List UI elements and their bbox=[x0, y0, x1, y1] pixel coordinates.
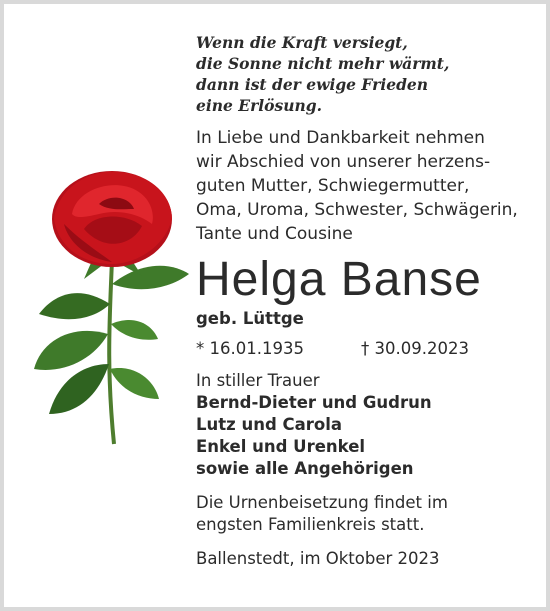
farewell-intro: In Liebe und Dankbarkeit nehmen wir Abschied von unserer herzens- guten Mutter, Schwiegermutter, Oma, Uroma, Schwester, Schwägerin, Tante und Cousine bbox=[196, 128, 518, 244]
deceased-name: Helga Banse bbox=[196, 253, 482, 306]
place-and-date: Ballenstedt, im Oktober 2023 bbox=[196, 549, 440, 568]
burial-note: Die Urnenbeisetzung findet im engsten Familienkreis statt. bbox=[196, 493, 448, 534]
mourners-list bbox=[196, 392, 536, 480]
poem-verse: Wenn die Kraft versiegt, die Sonne nicht mehr wärmt, dann ist der ewige Frieden eine Erlösung. bbox=[196, 33, 450, 115]
life-dates bbox=[196, 338, 536, 360]
mourning-label: In stiller Trauer bbox=[196, 371, 320, 390]
red-rose-image bbox=[24, 164, 199, 464]
death-date: † 30.09.2023 bbox=[361, 339, 469, 358]
mourner-line: sowie alle Angehörigen bbox=[196, 459, 414, 478]
mourner-line: Enkel und Urenkel bbox=[196, 437, 366, 456]
mourner-line: Lutz und Carola bbox=[196, 415, 343, 434]
birth-date: * 16.01.1935 bbox=[196, 339, 304, 358]
obituary-notice bbox=[4, 4, 546, 607]
notice-text-column bbox=[196, 32, 536, 570]
mourner-line: Bernd-Dieter und Gudrun bbox=[196, 393, 432, 412]
maiden-name: geb. Lüttge bbox=[196, 309, 304, 328]
